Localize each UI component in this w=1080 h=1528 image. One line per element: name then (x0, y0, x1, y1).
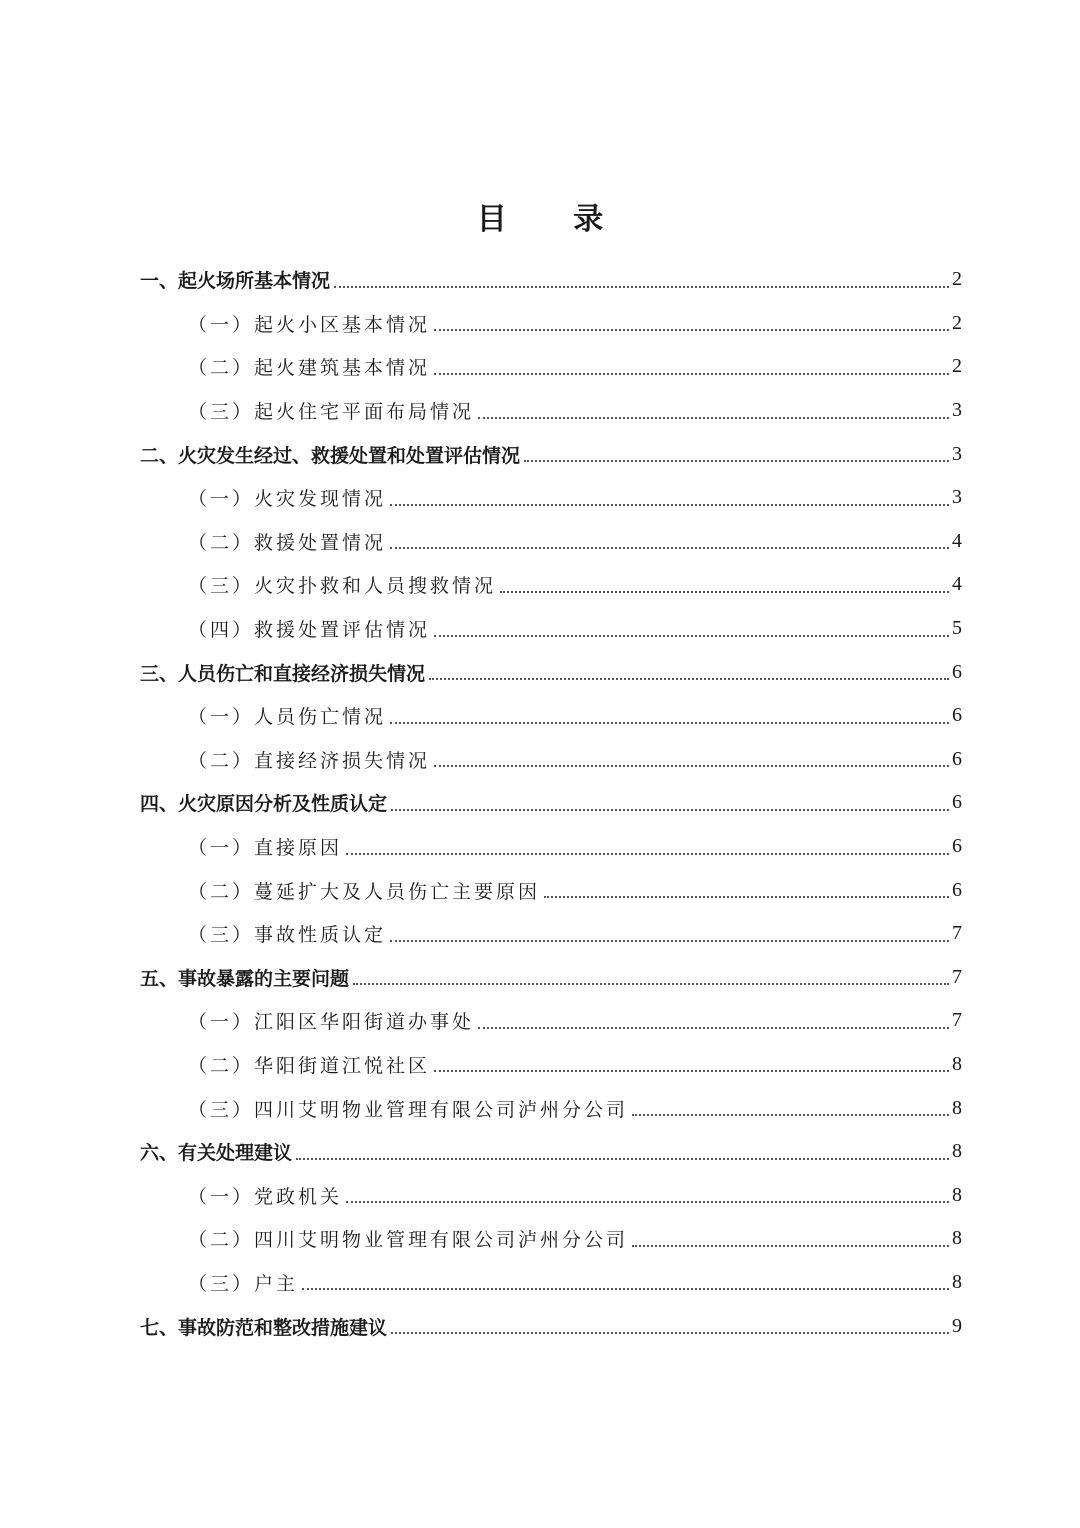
dot-leader (434, 635, 949, 637)
toc-page-number: 8 (952, 1227, 962, 1250)
dot-leader (391, 809, 949, 811)
dot-leader (353, 983, 949, 985)
dot-leader (478, 1027, 949, 1029)
dot-leader (390, 504, 949, 506)
toc-section-entry[interactable] (0, 432, 1080, 476)
toc-subsection-entry[interactable] (0, 999, 1080, 1043)
toc-page-number: 3 (952, 442, 962, 465)
toc-entry-title: 三、人员伤亡和直接经济损失情况 (140, 662, 426, 685)
toc-entry-title: （一）火灾发现情况 (188, 488, 387, 511)
toc-page-number: 6 (952, 747, 962, 770)
page-title: 目 录 (476, 202, 632, 237)
toc-page-number: 9 (952, 1314, 962, 1337)
dot-leader (391, 1332, 949, 1334)
dot-leader (544, 896, 949, 898)
toc-page-number: 6 (952, 835, 962, 858)
toc-subsection-entry[interactable] (0, 520, 1080, 564)
dot-leader (434, 329, 949, 331)
dot-leader (390, 722, 949, 724)
toc-page-number: 8 (952, 1140, 962, 1163)
toc-entry-title: （一）党政机关 (188, 1185, 343, 1208)
table-of-contents (0, 258, 1080, 1348)
toc-subsection-entry[interactable] (0, 1043, 1080, 1087)
toc-entry-title: （二）华阳街道江悦社区 (188, 1054, 431, 1077)
toc-page-number: 6 (952, 791, 962, 814)
toc-entry-title: （一）起火小区基本情况 (188, 313, 431, 336)
toc-entry-title: 五、事故暴露的主要问题 (140, 967, 350, 990)
toc-section-entry[interactable] (0, 258, 1080, 302)
toc-subsection-entry[interactable] (0, 607, 1080, 651)
toc-page-number: 4 (952, 573, 962, 596)
toc-entry-title: （一）人员伤亡情况 (188, 706, 387, 729)
toc-entry-title: （二）救援处置情况 (188, 531, 387, 554)
toc-page-number: 2 (952, 311, 962, 334)
dot-leader (346, 1201, 949, 1203)
toc-subsection-entry[interactable] (0, 694, 1080, 738)
toc-entry-title: （一）江阳区华阳街道办事处 (188, 1011, 475, 1034)
toc-subsection-entry[interactable] (0, 912, 1080, 956)
toc-page-number: 8 (952, 1096, 962, 1119)
dot-leader (390, 547, 949, 549)
toc-section-entry[interactable] (0, 781, 1080, 825)
dot-leader (346, 853, 949, 855)
toc-page-number: 2 (952, 268, 962, 291)
toc-subsection-entry[interactable] (0, 1173, 1080, 1217)
toc-entry-title: （三）起火住宅平面布局情况 (188, 401, 475, 424)
toc-page-number: 8 (952, 1052, 962, 1075)
toc-subsection-entry[interactable] (0, 738, 1080, 782)
dot-leader (434, 765, 949, 767)
toc-subsection-entry[interactable] (0, 1261, 1080, 1305)
toc-page-number: 2 (952, 355, 962, 378)
toc-page-number: 6 (952, 704, 962, 727)
dot-leader (524, 460, 949, 462)
dot-leader (500, 591, 949, 593)
toc-page-number: 8 (952, 1270, 962, 1293)
toc-page-number: 7 (952, 1009, 962, 1032)
toc-section-entry[interactable] (0, 1304, 1080, 1348)
toc-subsection-entry[interactable] (0, 302, 1080, 346)
dot-leader (429, 678, 949, 680)
toc-page-number: 8 (952, 1183, 962, 1206)
toc-page-number: 5 (952, 617, 962, 640)
toc-entry-title: 七、事故防范和整改措施建议 (140, 1316, 388, 1339)
dot-leader (632, 1114, 949, 1116)
toc-entry-title: （二）直接经济损失情况 (188, 749, 431, 772)
dot-leader (390, 940, 949, 942)
dot-leader (302, 1288, 949, 1290)
toc-page-number: 7 (952, 965, 962, 988)
toc-page-number: 6 (952, 878, 962, 901)
toc-subsection-entry[interactable] (0, 1217, 1080, 1261)
toc-page-number: 6 (952, 660, 962, 683)
dot-leader (434, 373, 949, 375)
toc-page-number: 7 (952, 922, 962, 945)
toc-entry-title: （三）户主 (188, 1272, 299, 1295)
toc-entry-title: （三）四川艾明物业管理有限公司泸州分公司 (188, 1098, 629, 1121)
toc-entry-title: 六、有关处理建议 (140, 1142, 293, 1165)
toc-entry-title: （三）火灾扑救和人员搜救情况 (188, 575, 497, 598)
dot-leader (296, 1158, 949, 1160)
toc-section-entry[interactable] (0, 956, 1080, 1000)
toc-entry-title: 二、火灾发生经过、救援处置和处置评估情况 (140, 444, 521, 467)
toc-entry-title: （二）蔓延扩大及人员伤亡主要原因 (188, 880, 541, 903)
toc-entry-title: （一）直接原因 (188, 837, 343, 860)
dot-leader (434, 1070, 949, 1072)
toc-subsection-entry[interactable] (0, 563, 1080, 607)
toc-subsection-entry[interactable] (0, 345, 1080, 389)
toc-entry-title: 一、起火场所基本情况 (140, 270, 331, 293)
toc-page-number: 3 (952, 486, 962, 509)
toc-section-entry[interactable] (0, 1130, 1080, 1174)
toc-subsection-entry[interactable] (0, 825, 1080, 869)
toc-section-entry[interactable] (0, 650, 1080, 694)
toc-subsection-entry[interactable] (0, 868, 1080, 912)
toc-subsection-entry[interactable] (0, 476, 1080, 520)
toc-entry-title: （三）事故性质认定 (188, 924, 387, 947)
dot-leader (632, 1245, 949, 1247)
toc-subsection-entry[interactable] (0, 389, 1080, 433)
dot-leader (478, 417, 949, 419)
toc-page-number: 3 (952, 399, 962, 422)
toc-subsection-entry[interactable] (0, 1086, 1080, 1130)
toc-entry-title: 四、火灾原因分析及性质认定 (140, 793, 388, 816)
toc-entry-title: （二）起火建筑基本情况 (188, 357, 431, 380)
toc-entry-title: （二）四川艾明物业管理有限公司泸州分公司 (188, 1229, 629, 1252)
toc-entry-title: （四）救援处置评估情况 (188, 619, 431, 642)
toc-page-number: 4 (952, 529, 962, 552)
dot-leader (334, 286, 949, 288)
